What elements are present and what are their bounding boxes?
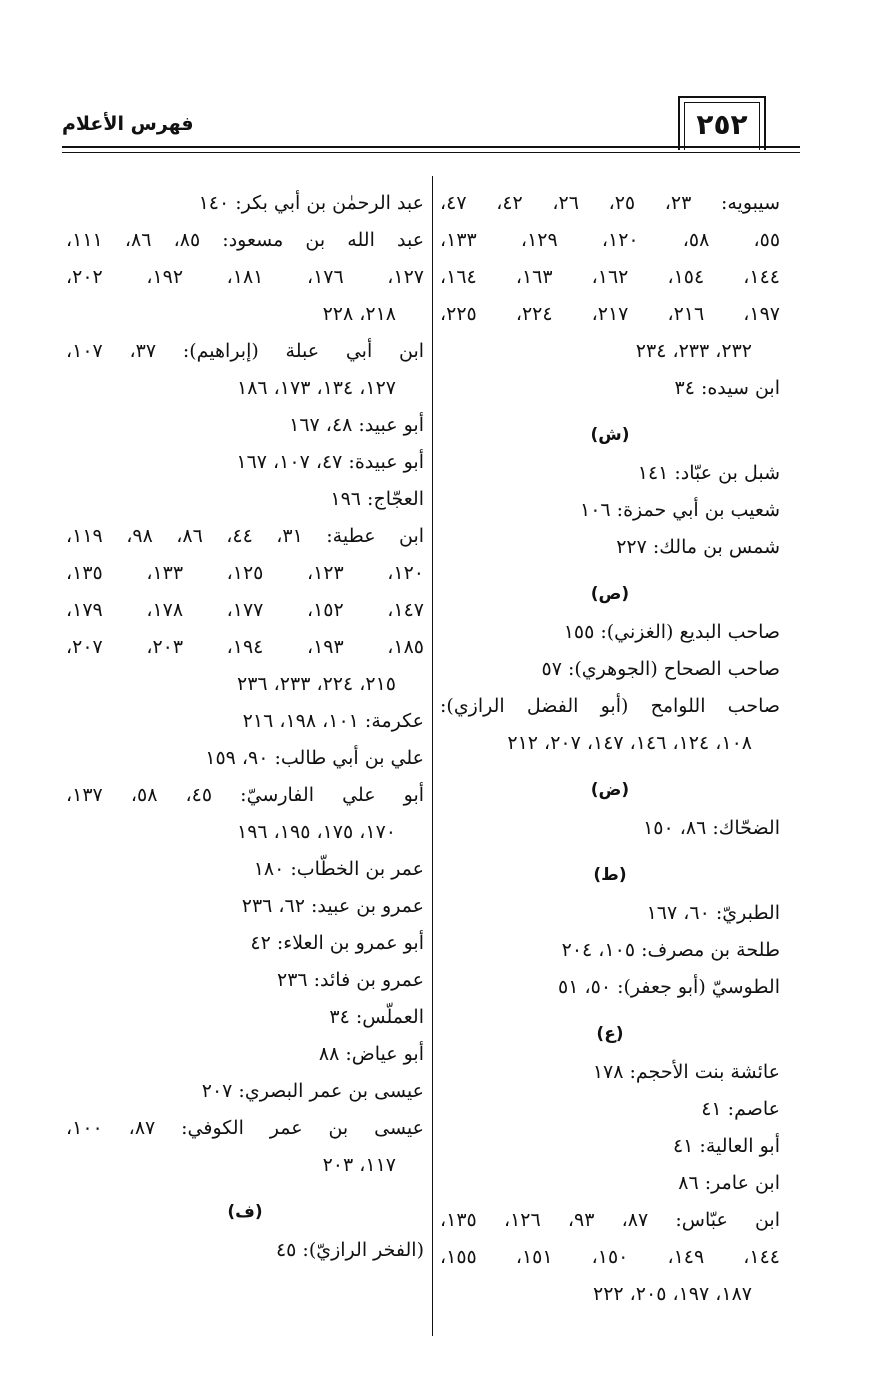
index-entry-line: أبو العالية: ٤١ bbox=[672, 1135, 780, 1157]
index-entry-line: صاحب الصحاح (الجوهري): ٥٧ bbox=[541, 658, 780, 680]
index-entry-line: ابن عطية: ٣١، ٤٤، ٨٦، ٩٨، ١١٩، bbox=[66, 525, 425, 547]
index-entry-continuation: ١٨٧، ١٩٧، ٢٠٥، ٢٢٢ bbox=[592, 1283, 752, 1305]
section-letter-heading: (ض) bbox=[590, 780, 630, 800]
index-entry-line: ابن عامر: ٨٦ bbox=[678, 1172, 780, 1194]
index-entry-continuation: ١٢٧، ١٣٤، ١٧٣، ١٨٦ bbox=[236, 377, 396, 399]
index-entry-line: أبو عمرو بن العلاء: ٤٢ bbox=[250, 932, 424, 954]
index-entry-continuation: ١١٧، ٢٠٣ bbox=[322, 1154, 396, 1176]
index-entry-continuation: ١٧٠، ١٧٥، ١٩٥، ١٩٦ bbox=[236, 821, 396, 843]
index-entry-line: ١٤٤، ١٤٩، ١٥٠، ١٥١، ١٥٥، bbox=[440, 1246, 781, 1268]
index-entry-line: (الفخر الرازيّ): ٤٥ bbox=[275, 1239, 424, 1261]
index-entry-line: أبو عبيد: ٤٨، ١٦٧ bbox=[289, 414, 424, 436]
index-entry-line: أبو عبيدة: ٤٧، ١٠٧، ١٦٧ bbox=[236, 451, 424, 473]
index-entry-line: علي بن أبي طالب: ٩٠، ١٥٩ bbox=[205, 747, 424, 769]
section-gap bbox=[440, 762, 780, 770]
index-entry-line: الطوسيّ (أبو جعفر): ٥٠، ٥١ bbox=[558, 976, 780, 998]
section-letter-heading: (ص) bbox=[590, 584, 630, 604]
page-number: ٢٥٢ bbox=[696, 107, 748, 141]
header-rule-thin bbox=[62, 152, 800, 153]
section-gap bbox=[440, 407, 780, 415]
index-entry-line: عيسى بن عمر البصري: ٢٠٧ bbox=[201, 1080, 424, 1102]
section-gap bbox=[66, 1184, 424, 1192]
column-divider bbox=[432, 176, 433, 1336]
index-entry-line: ١٢٠، ١٢٣، ١٢٥، ١٣٣، ١٣٥، bbox=[66, 562, 425, 584]
index-entry-line: الطبريّ: ٦٠، ١٦٧ bbox=[646, 902, 780, 924]
section-gap bbox=[440, 566, 780, 574]
index-entry-line: عمر بن الخطّاب: ١٨٠ bbox=[253, 858, 424, 880]
index-entry-line: العجّاج: ١٩٦ bbox=[330, 488, 424, 510]
index-entry-line: ١٤٧، ١٥٢، ١٧٧، ١٧٨، ١٧٩، bbox=[66, 599, 425, 621]
index-entry-line: عيسى بن عمر الكوفي: ٨٧، ١٠٠، bbox=[66, 1117, 424, 1139]
section-letter-heading: (ف) bbox=[227, 1202, 263, 1222]
index-entry-line: طلحة بن مصرف: ١٠٥، ٢٠٤ bbox=[561, 939, 780, 961]
section-letter-heading: (ش) bbox=[590, 425, 630, 445]
section-letter-heading: (ط) bbox=[593, 865, 627, 885]
index-entry-line: أبو عياض: ٨٨ bbox=[318, 1043, 424, 1065]
index-entry-line: عكرمة: ١٠١، ١٩٨، ٢١٦ bbox=[242, 710, 424, 732]
running-header-title: فهرس الأعلام bbox=[62, 113, 194, 135]
index-entry-line: عبد الله بن مسعود: ٨٥، ٨٦، ١١١، bbox=[66, 229, 425, 251]
page-number-badge bbox=[678, 96, 766, 150]
section-letter-heading: (ع) bbox=[596, 1024, 624, 1044]
index-entry-line: ١٩٧، ٢١٦، ٢١٧، ٢٢٤، ٢٢٥، bbox=[440, 303, 781, 325]
index-entry-line: ١٤٤، ١٥٤، ١٦٢، ١٦٣، ١٦٤، bbox=[440, 266, 781, 288]
index-entry-line: عمرو بن فائد: ٢٣٦ bbox=[276, 969, 424, 991]
index-entry-line: أبو علي الفارسيّ: ٤٥، ٥٨، ١٣٧، bbox=[66, 784, 425, 806]
section-gap bbox=[440, 1006, 780, 1014]
index-entry-line: صاحب البديع (الغزني): ١٥٥ bbox=[563, 621, 780, 643]
index-entry-line: عائشة بنت الأحجم: ١٧٨ bbox=[592, 1061, 780, 1083]
index-entry-line: شبل بن عبّاد: ١٤١ bbox=[637, 462, 780, 484]
index-column-right bbox=[440, 185, 780, 1313]
index-entry-continuation: ٢١٥، ٢٢٤، ٢٣٣، ٢٣٦ bbox=[236, 673, 396, 695]
index-entry-line: شمس بن مالك: ٢٢٧ bbox=[616, 536, 780, 558]
index-entry-line: عمرو بن عبيد: ٦٢، ٢٣٦ bbox=[241, 895, 424, 917]
index-entry-line: عبد الرحمٰن بن أبي بكر: ١٤٠ bbox=[198, 192, 424, 214]
index-entry-continuation: ١٠٨، ١٢٤، ١٤٦، ١٤٧، ٢٠٧، ٢١٢ bbox=[507, 732, 752, 754]
header-rule bbox=[62, 146, 800, 148]
index-entry-line: ١٨٥، ١٩٣، ١٩٤، ٢٠٣، ٢٠٧، bbox=[66, 636, 425, 658]
index-entry-line: ابن سيده: ٣٤ bbox=[674, 377, 780, 399]
index-entry-line: ابن عبّاس: ٨٧، ٩٣، ١٢٦، ١٣٥، bbox=[440, 1209, 781, 1231]
index-entry-line: عاصم: ٤١ bbox=[701, 1098, 780, 1120]
index-entry-line: سيبويه: ٢٣، ٢٥، ٢٦، ٤٢، ٤٧، bbox=[440, 192, 781, 214]
section-gap bbox=[440, 847, 780, 855]
index-column-left bbox=[66, 185, 424, 1269]
index-entry-line: العملّس: ٣٤ bbox=[329, 1006, 424, 1028]
index-entry-line: ٥٥، ٥٨، ١٢٠، ١٢٩، ١٣٣، bbox=[440, 229, 781, 251]
index-entry-line: ابن أبي عبلة (إبراهيم): ٣٧، ١٠٧، bbox=[66, 340, 425, 362]
index-entry-continuation: ٢٣٢، ٢٣٣، ٢٣٤ bbox=[635, 340, 752, 362]
index-entry-line: ١٢٧، ١٧٦، ١٨١، ١٩٢، ٢٠٢، bbox=[66, 266, 425, 288]
index-entry-line: شعيب بن أبي حمزة: ١٠٦ bbox=[580, 499, 780, 521]
index-entry-line: الضحّاك: ٨٦، ١٥٠ bbox=[643, 817, 780, 839]
index-entry-continuation: ٢١٨، ٢٢٨ bbox=[322, 303, 396, 325]
index-entry-line: صاحب اللوامح (أبو الفضل الرازي): bbox=[440, 695, 780, 717]
